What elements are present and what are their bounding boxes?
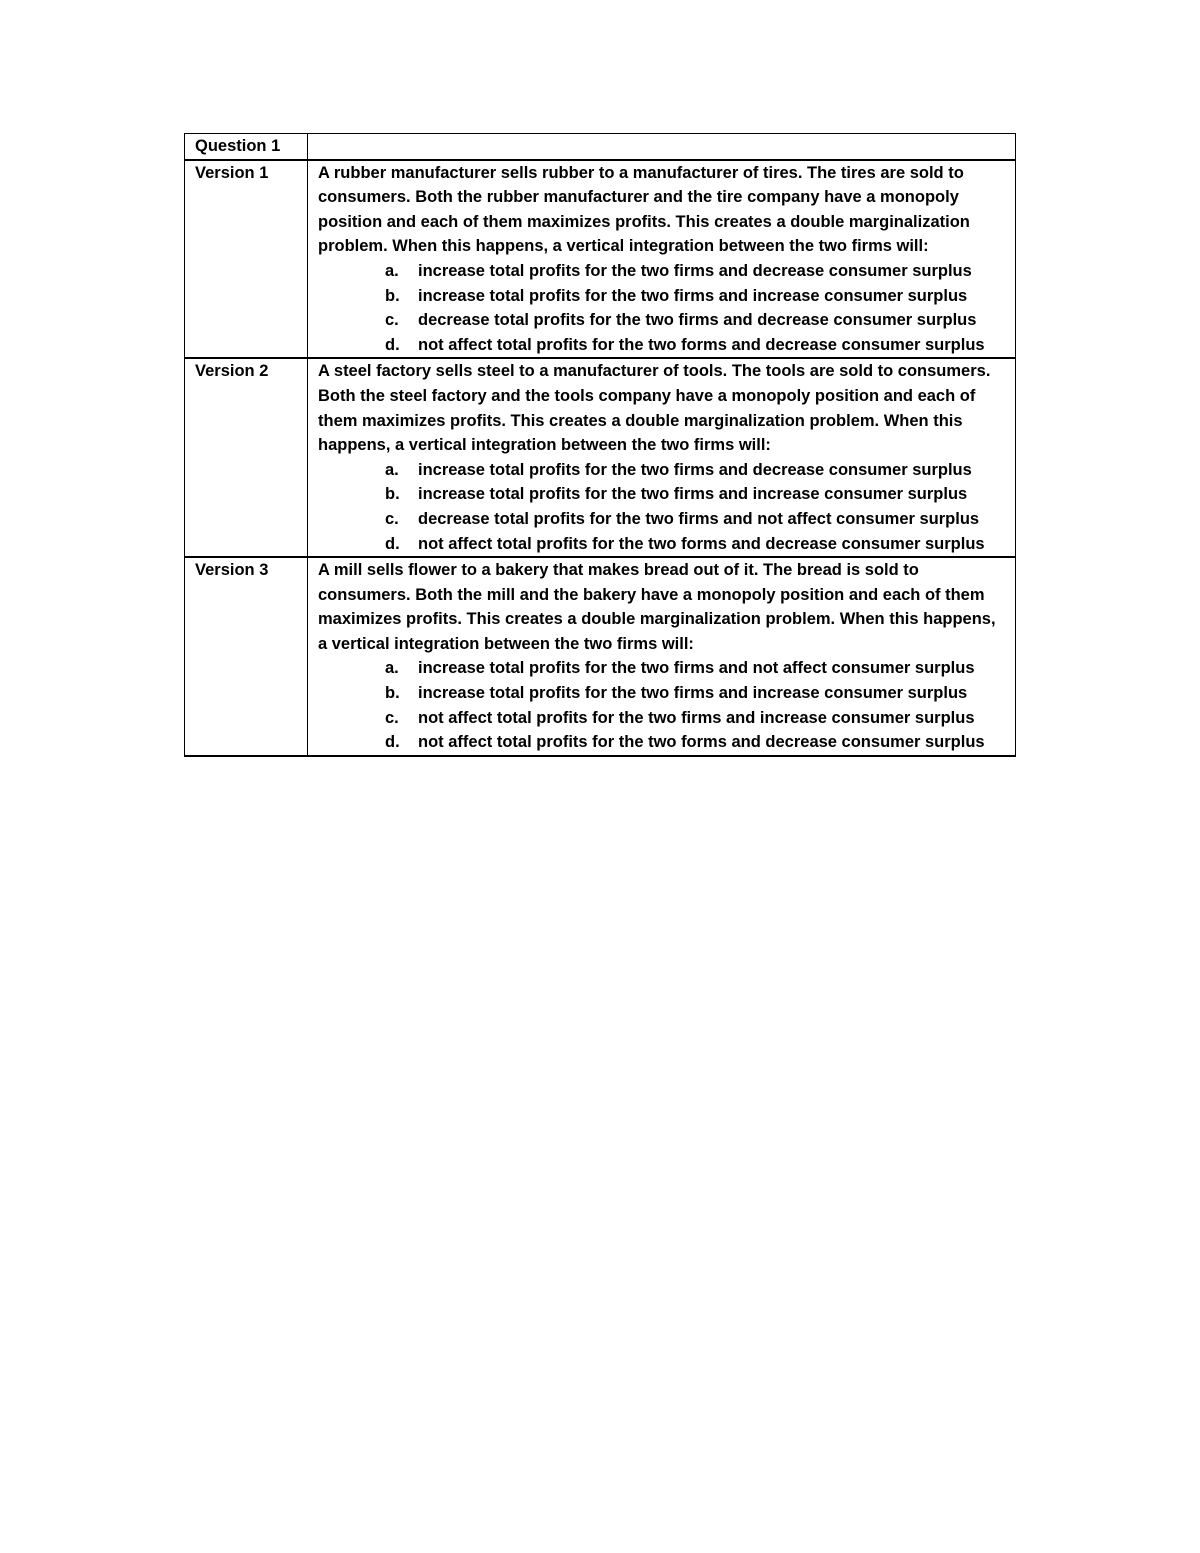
- option-text: not affect total profits for the two forms and decrease consumer surplus: [418, 534, 985, 553]
- option-item: [318, 333, 1007, 358]
- question-title: Question 1: [185, 134, 308, 160]
- option-letter: a.: [385, 460, 399, 479]
- version-label: Version 3: [185, 557, 308, 756]
- option-item: [318, 259, 1007, 284]
- option-text: not affect total profits for the two forms and decrease consumer surplus: [418, 335, 985, 354]
- option-item: [318, 458, 1007, 483]
- option-text: increase total profits for the two firms and increase consumer surplus: [418, 684, 968, 703]
- option-item: [318, 730, 1007, 755]
- question-text: A mill sells flower to a bakery that makes bread out of it. The bread is sold to consumers. Both the mill and the bakery have a monopoly position and each of them maximizes profits. This creates a double marginalization problem. When this happens, a vertical integration between the two firms will:: [318, 561, 996, 653]
- option-letter: b.: [385, 286, 400, 305]
- option-item: [318, 706, 1007, 731]
- option-letter: c.: [385, 311, 399, 330]
- option-letter: b.: [385, 485, 400, 504]
- option-item: [318, 308, 1007, 333]
- table-row: [185, 160, 1016, 359]
- option-text: increase total profits for the two firms and decrease consumer surplus: [418, 261, 972, 280]
- version-label: Version 2: [185, 358, 308, 557]
- option-letter: d.: [385, 733, 400, 752]
- table-row: [185, 358, 1016, 557]
- question-table: [184, 133, 1016, 757]
- option-letter: d.: [385, 335, 400, 354]
- option-item: [318, 284, 1007, 309]
- options-list: [318, 656, 1007, 754]
- option-letter: b.: [385, 684, 400, 703]
- option-text: decrease total profits for the two firms and decrease consumer surplus: [418, 311, 977, 330]
- option-text: decrease total profits for the two firms and not affect consumer surplus: [418, 509, 980, 528]
- version-content: [308, 160, 1016, 359]
- version-content: [308, 358, 1016, 557]
- option-item: [318, 656, 1007, 681]
- version-content: [308, 557, 1016, 756]
- option-letter: c.: [385, 509, 399, 528]
- option-letter: c.: [385, 708, 399, 727]
- option-text: increase total profits for the two firms and increase consumer surplus: [418, 485, 968, 504]
- question-text: A steel factory sells steel to a manufacturer of tools. The tools are sold to consumers. Both the steel factory and the tools company have a monopoly position and each of them maximizes profits. This creates a double marginalization problem. When this happens, a vertical integration between the two firms will:: [318, 362, 991, 455]
- options-list: [318, 259, 1007, 357]
- options-list: [318, 458, 1007, 556]
- header-content-cell: [308, 134, 1016, 160]
- option-text: not affect total profits for the two firms and increase consumer surplus: [418, 708, 975, 727]
- option-letter: a.: [385, 261, 399, 280]
- option-text: increase total profits for the two firms and decrease consumer surplus: [418, 460, 972, 479]
- question-text: A rubber manufacturer sells rubber to a manufacturer of tires. The tires are sold to consumers. Both the rubber manufacturer and the tire company have a monopoly position and each of them maximizes profits. This creates a double marginalization problem. When this happens, a vertical integration between the two firms will:: [318, 163, 970, 256]
- option-item: [318, 681, 1007, 706]
- option-item: [318, 482, 1007, 507]
- option-letter: a.: [385, 659, 399, 678]
- table-header-row: [185, 134, 1016, 160]
- version-label: Version 1: [185, 160, 308, 359]
- option-letter: d.: [385, 534, 400, 553]
- table-row: [185, 557, 1016, 756]
- option-item: [318, 532, 1007, 557]
- option-text: not affect total profits for the two forms and decrease consumer surplus: [418, 733, 985, 752]
- option-text: increase total profits for the two firms and increase consumer surplus: [418, 286, 968, 305]
- option-item: [318, 507, 1007, 532]
- option-text: increase total profits for the two firms and not affect consumer surplus: [418, 659, 975, 678]
